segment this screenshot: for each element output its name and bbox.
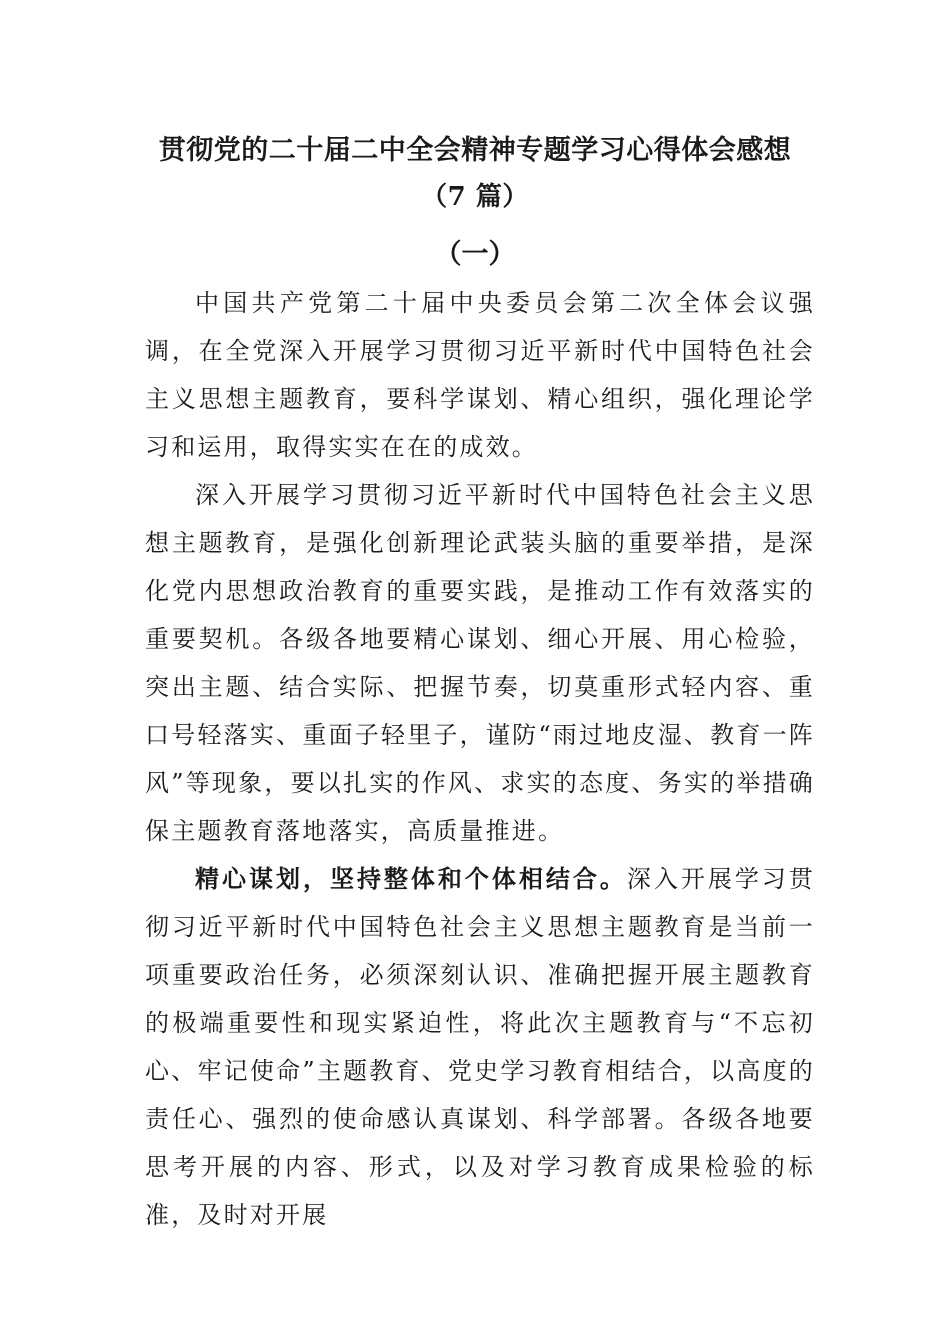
document-body bbox=[145, 279, 815, 1239]
paragraph-1 bbox=[145, 279, 815, 471]
paragraph-1-text: 中国共产党第二十届中央委员会第二次全体会议强调，在全党深入开展学习贯彻习近平新时代中国特色社会主义思想主题教育，要科学谋划、精心组织，强化理论学习和运用，取得实实在在的成效。 bbox=[145, 289, 815, 461]
document-subtitle-count: （7 篇） bbox=[421, 182, 529, 212]
paragraph-3-text: 深入开展学习贯彻习近平新时代中国特色社会主义思想主题教育是当前一项重要政治任务，必须深刻认识、准确把握开展主题教育的极端重要性和现实紧迫性，将此次主题教育与“不忘初心、牢记使命”主题教育、党史学习教育相结合，以高度的责任心、强烈的使命感认真谋划、科学部署。各级各地要思考开展的内容、形式，以及对学习教育成果检验的标准，及时对开展 bbox=[145, 865, 816, 1229]
document-title: 贯彻党的二十届二中全会精神专题学习心得体会感想 bbox=[158, 135, 792, 166]
section-heading: （一） bbox=[434, 239, 516, 270]
paragraph-3-lead: 精心谋划，坚持整体和个体相结合。 bbox=[195, 864, 627, 893]
paragraph-2-text: 深入开展学习贯彻习近平新时代中国特色社会主义思想主题教育，是强化创新理论武装头脑的重要举措，是深化党内思想政治教育的重要实践，是推动工作有效落实的重要契机。各级各地要精心谋划、细心开展、用心检验，突出主题、结合实际、把握节奏，切莫重形式轻内容、重口号轻落实、重面子轻里子，谨防“雨过地皮湿、教育一阵风”等现象，要以扎实的作风、求实的态度、务实的举措确保主题教育落地落实，高质量推进。 bbox=[145, 481, 815, 845]
paragraph-3 bbox=[145, 855, 815, 1239]
paragraph-2 bbox=[145, 471, 815, 855]
